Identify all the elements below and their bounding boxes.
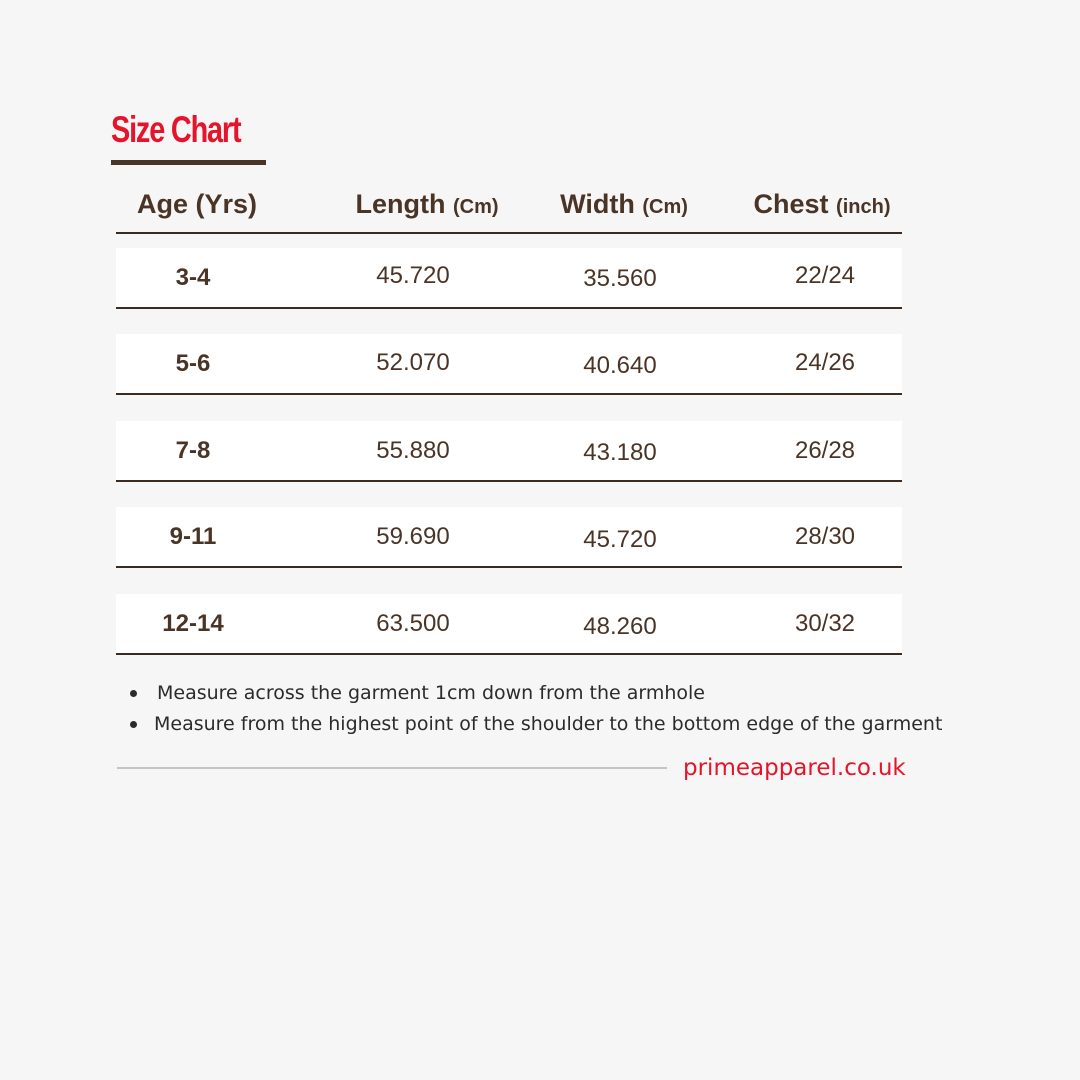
- length-cell: 59.690: [376, 523, 450, 550]
- header-divider: [116, 232, 902, 234]
- bullet-icon: [130, 721, 137, 728]
- age-cell: 9-11: [169, 523, 217, 550]
- age-cell: 12-14: [162, 610, 224, 637]
- header-age: [116, 180, 278, 228]
- header-length-unit: (Cm): [452, 196, 499, 218]
- width-cell: 48.260: [583, 613, 657, 640]
- title-underline: [111, 160, 266, 165]
- header-width: [541, 180, 707, 228]
- width-cell: 40.640: [583, 352, 657, 379]
- note-text: Measure across the garment 1cm down from the armhole: [157, 682, 705, 704]
- table-header: [116, 180, 902, 232]
- table-row: [116, 248, 902, 309]
- table-row: [116, 594, 902, 655]
- age-cell: 3-4: [175, 264, 211, 291]
- width-cell: 43.180: [583, 439, 657, 466]
- width-cell: 35.560: [583, 265, 657, 292]
- table-row: [116, 421, 902, 482]
- header-width-label: Width: [560, 189, 635, 219]
- chest-cell: 28/30: [794, 523, 856, 550]
- chest-cell: 30/32: [794, 610, 856, 637]
- width-cell: 45.720: [583, 526, 657, 553]
- bullet-icon: [130, 690, 137, 697]
- header-age-label: Age (Yrs): [136, 189, 258, 219]
- length-cell: 63.500: [376, 610, 450, 637]
- header-length: [330, 180, 524, 228]
- length-cell: 45.720: [376, 262, 450, 289]
- header-width-unit: (Cm): [642, 196, 688, 218]
- header-length-label: Length: [355, 189, 446, 219]
- length-cell: 52.070: [376, 349, 450, 376]
- table-row: [116, 334, 902, 395]
- page-title: Size Chart: [111, 109, 241, 150]
- footer-divider: [117, 767, 667, 769]
- note-text: Measure from the highest point of the shoulder to the bottom edge of the garment: [154, 713, 943, 735]
- header-chest: [740, 180, 904, 228]
- website-link[interactable]: primeapparel.co.uk: [683, 755, 906, 781]
- chest-cell: 24/26: [794, 349, 856, 376]
- table-row: [116, 507, 902, 568]
- age-cell: 5-6: [175, 350, 211, 377]
- chest-cell: 22/24: [794, 262, 856, 289]
- header-chest-label: Chest: [753, 189, 829, 219]
- header-chest-unit: (inch): [836, 196, 891, 218]
- chest-cell: 26/28: [794, 437, 856, 464]
- length-cell: 55.880: [376, 437, 450, 464]
- age-cell: 7-8: [175, 437, 211, 464]
